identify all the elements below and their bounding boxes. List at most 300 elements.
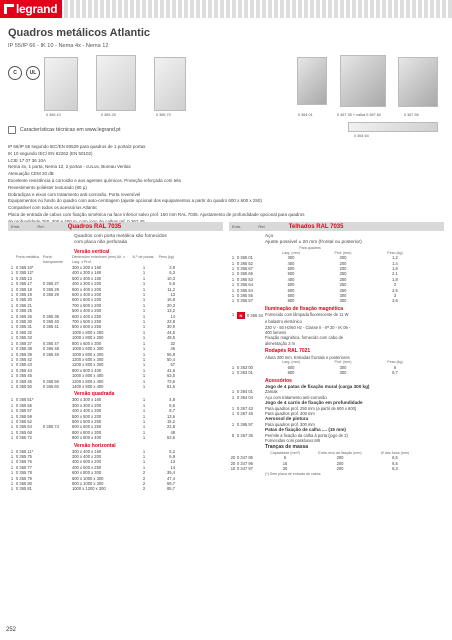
right-table-header [229, 222, 444, 231]
dimensions-cell: 1000 x 1200 x 300 [72, 486, 106, 492]
left-table-header [8, 222, 223, 231]
legrand-mark-icon [4, 4, 14, 14]
doors-cell: 2 [142, 475, 146, 481]
legrand-logo[interactable] [0, 0, 62, 18]
doors-cell: 1 [142, 367, 146, 373]
depth-cell: 300 [339, 364, 347, 370]
emb-header: Emb. [232, 224, 242, 229]
desc-cell: Para quadros prof. 250 mm (a partir de 600 x 600) [265, 405, 357, 411]
dimensions-cell: 500 x 400 x 200 [72, 286, 102, 292]
qty-cell: 1 [10, 424, 14, 430]
ref-metal-cell: 0 365 46 [16, 378, 32, 384]
ref-metal-cell: 0 365 45 [16, 373, 32, 379]
weight-cell: 3,9 [169, 265, 175, 270]
ref-metal-cell: 0 365 78 [16, 470, 32, 476]
dimensions-cell: 300 x 300 x 160 [72, 397, 102, 403]
ref-transparent-cell [43, 486, 72, 491]
ref-cell: 0 347 97 [237, 466, 253, 472]
doors-cell: 1 [142, 340, 146, 346]
weight-cell: 20,3 [167, 302, 175, 308]
plinth-title: Rodapés RAL 7021 [265, 348, 311, 355]
dimensions-cell: 600 x 800 x 300 [72, 470, 102, 476]
logo-text: legrand [16, 2, 58, 16]
dimensions-cell: 500 x 400 x 250 [72, 308, 102, 314]
weight-cell: 14 [170, 464, 175, 470]
doors-cell: 1 [142, 335, 146, 341]
weight-cell: 47,4 [167, 475, 175, 481]
qty-cell: 1 [10, 448, 14, 454]
ref-metal-cell: 0 365 10* [16, 265, 34, 270]
weight-cell: 50,4 [167, 356, 175, 362]
feature-line: Placa de entrada de cabos com fixação simétrica na face inferior salvo prof. 160 mm RAL 7035. Ajustamento de profundidade opcional para quadros [8, 211, 305, 217]
qty-cell: 1 [10, 378, 14, 384]
qty-cell: 1 [231, 287, 235, 293]
ref-transparent-cell: 0 365 49 [43, 351, 59, 357]
ref-metal-cell: 0 365 81 [16, 486, 32, 492]
weight-cell: 6 [393, 364, 397, 370]
doors-cell: 1 [142, 308, 146, 314]
vertical-col-heads [8, 255, 223, 265]
width-cell: 400 [287, 260, 295, 266]
features-heading[interactable] [8, 126, 305, 134]
doors-cell: 1 [142, 270, 146, 276]
ref-cell: 0 365 53 [237, 276, 253, 282]
info-icon [8, 126, 16, 134]
dimensions-cell: 300 x 200 x 160 [72, 265, 102, 270]
page-title: Quadros metálicos Atlantic [8, 27, 151, 39]
locks-note: (*) Sem placa de entrada de cabos [265, 471, 321, 476]
dimensions-cell: 1400 x 800 x 400 [72, 383, 104, 389]
desc-cell: Fornecidas com parafusos M6 [265, 437, 321, 443]
weight-cell: 1,8 [392, 276, 398, 282]
product-photo-0-364-01 [297, 57, 327, 105]
depth-cell: 300 [339, 293, 347, 299]
qty-cell: 1 [231, 266, 235, 271]
doors-cell: 1 [142, 464, 146, 470]
width-cell: 600 [287, 287, 295, 293]
roof-rows [229, 255, 444, 304]
dimensions-cell: 400 x 600 x 250 [72, 464, 102, 470]
roof-adjust: Ajuste possível ± 20 mm (frontal ou posterior) [265, 240, 362, 245]
depth-cell: 300 [339, 370, 347, 376]
ref-metal-cell: 0 365 11* [16, 448, 34, 454]
light-ref: 0 365 34 [247, 313, 263, 319]
roof-steel: Aço [265, 234, 274, 239]
ref-cell: 0 365 64 [237, 282, 253, 288]
ref-metal-cell: 0 365 32 [16, 329, 32, 335]
locks-col-between: Entre-eixo da fixação (mm) [318, 450, 362, 455]
new-badge: N [237, 312, 245, 319]
qty-cell: 1 [231, 260, 235, 266]
dimensions-cell: 600 x 400 x 250 [72, 313, 102, 319]
weight-cell: 11,2 [167, 286, 175, 292]
width-cell: 800 [287, 298, 295, 304]
ref-metal-cell: 0 365 75 [16, 454, 32, 459]
weight-cell: 2,1 [392, 271, 398, 277]
ref-metal-cell: 0 365 59 [16, 413, 32, 419]
ref-cell: 0 367 36 [237, 432, 253, 438]
ref-metal-cell: 0 365 68 [16, 429, 32, 435]
hole-cell: 6,5 [392, 455, 398, 461]
width-cell: 300 [287, 255, 295, 261]
qty-cell: 1 [231, 421, 235, 427]
qty-cell: 1 [10, 292, 14, 298]
qty-cell: 1 [231, 405, 235, 411]
width-cell: 600 [287, 364, 295, 370]
weight-cell: 2,5 [392, 287, 398, 293]
light-line: 230 V - 50 Hz/60 Hz - Classe II - IP 20 - IK 06 - [265, 324, 351, 330]
qty-cell: 1 [231, 255, 235, 261]
doors-cell: 1 [142, 302, 146, 308]
weight-cell: 45 [170, 346, 175, 352]
ref-cell: 0 365 54 [237, 287, 253, 293]
feature-line: Atenuação CEM 20 dB [8, 171, 54, 177]
ref-transparent-cell [43, 435, 72, 440]
dimensions-cell: 800 x 600 x 250 [72, 324, 102, 330]
lock-rows [229, 455, 444, 471]
dimensions-cell: 700 x 500 x 250 [72, 319, 102, 325]
page-subtitle: IP 55/IP 66 - IK 10 - Nema 4x - Nema 12 [8, 43, 109, 49]
accessory-title: Jogo de 4 patas de fixação mural (carga 300 kg) [265, 383, 370, 389]
light-lines [229, 319, 444, 346]
roof-col-weight: Peso (kg) [387, 250, 403, 255]
right-column [229, 231, 444, 476]
doors-cell: 1 [142, 346, 146, 352]
ref-metal-cell: 0 365 18 [16, 286, 32, 292]
weight-cell: 39,4 [167, 470, 175, 476]
cert-ul-icon: UL [26, 66, 40, 80]
qty-cell: 1 [10, 308, 14, 314]
feature-line: IP 66/IP 55 segundo IEC/EN 60529 para quadros de 1 porta/2 portas [8, 144, 146, 149]
dimensions-cell: 400 x 300 x 160 [72, 270, 102, 276]
product-photo-0-364-64 [348, 122, 438, 132]
accessory-rows [229, 384, 444, 443]
product-row [8, 486, 223, 491]
qty-cell: 1 [231, 293, 235, 299]
weight-cell: 13,2 [167, 308, 175, 314]
ref-metal-cell: 0 365 50 [16, 383, 32, 389]
depth-cell: 300 [339, 298, 347, 304]
weight-cell: 22,8 [167, 424, 175, 430]
hole-cell: 6,5 [392, 460, 398, 466]
cert-c-icon: C [8, 66, 22, 80]
roof-col-width: Larg. (mm) [282, 250, 300, 255]
weight-cell: 1,2 [392, 255, 398, 261]
qty-cell [229, 438, 237, 443]
weight-cell: 1,8 [392, 266, 398, 271]
ref-metal-cell: 0 365 31 [16, 324, 32, 330]
locks-note-row [229, 472, 444, 477]
col-head-ref1: Porta metálica [16, 255, 39, 259]
doors-cell: 1 [142, 362, 146, 368]
qty-cell: 1 [10, 402, 14, 408]
horizontal-rows [8, 449, 223, 492]
plinth-desc: Altura 200 mm. Entradas frontais e posteriores [265, 354, 350, 360]
doors-cell: 1 [142, 397, 146, 403]
weight-cell: 6,9 [169, 454, 175, 459]
weight-cell: 30,9 [167, 324, 175, 330]
right-section-title: Telhados RAL 7035 [288, 223, 344, 230]
weight-cell: 85,7 [167, 486, 175, 492]
qty-cell: 1 [10, 459, 14, 465]
weight-cell: 56,9 [167, 351, 175, 357]
qty-cell: 1 [231, 364, 235, 370]
ref-cell: 0 367 45 [237, 410, 253, 416]
depth-cell: 250 [339, 276, 347, 282]
product-row [229, 370, 444, 375]
top-bar [0, 0, 452, 18]
photo-label: 0 364 64 [354, 134, 369, 138]
dimensions-cell: 800 x 1000 x 300 [72, 481, 104, 487]
col-head-dims: Dimensões exteriores (mm) Alt. x Larg. x Prof. [72, 255, 125, 264]
depth-cell: 250 [339, 287, 347, 293]
ref-metal-cell: 0 365 42 [16, 356, 32, 362]
ref-metal-cell: 0 365 20 [16, 297, 32, 303]
weight-cell: 63,5 [167, 373, 175, 379]
doors-cell: 1 [142, 281, 146, 287]
emb-header: Emb. [11, 224, 21, 229]
qty-cell: 1 [10, 340, 14, 346]
weight-cell: 4,8 [169, 397, 175, 403]
weight-cell: 23,8 [167, 319, 175, 325]
ref-transparent-cell: 0 365 27 [43, 281, 59, 287]
weight-cell: 13 [170, 292, 175, 298]
weight-cell: 73,6 [167, 378, 175, 384]
doors-cell: 1 [142, 402, 146, 408]
ref-cell: 0 365 56 [237, 293, 253, 299]
product-photo-0-365-10 [44, 57, 78, 111]
doors-cell: 1 [142, 351, 146, 357]
qty-cell: 1 [10, 464, 14, 470]
between-cell: 200 [336, 455, 344, 461]
doors-cell: 1 [142, 459, 146, 465]
ref-transparent-cell: 0 365 47 [43, 340, 59, 346]
ref-metal-cell: 0 365 12* [16, 270, 34, 276]
qty-cell: 1 [10, 397, 14, 403]
feature-line: LCIE 17 07 36 10A [8, 157, 47, 163]
weight-cell: 67 [170, 362, 175, 368]
feature-line: Excelente resistência à corrosão e aos agentes químicos. Proteção reforçada com tela [8, 177, 181, 183]
ref-header: Ref. [37, 224, 45, 229]
ref-metal-cell: 0 365 17 [16, 281, 32, 287]
ref-metal-cell: 0 365 33 [16, 335, 32, 341]
depth-cell: 200 [339, 260, 347, 266]
desc-cell: Aço com tratamento anti-corrosão [265, 394, 327, 400]
width-cell: 800 [287, 370, 295, 376]
qty-cell: 1 [10, 481, 14, 487]
qty-cell: 1 [10, 281, 14, 287]
qty-cell: 1 [231, 282, 235, 288]
light-line: 400 lumens [265, 330, 287, 336]
qty-cell: 1 [10, 418, 14, 424]
qty-cell: 1 [10, 470, 14, 476]
qty-cell: 5 [231, 432, 235, 438]
width-cell: 600 [287, 293, 295, 299]
ref-metal-cell: 0 365 30 [16, 319, 32, 325]
desc-cell: Para quadros prof. 400 mm [265, 410, 315, 416]
doors-cell: 1 [142, 373, 146, 379]
ref-cell: 0 363 01 [237, 370, 253, 376]
width-cell: 500 [287, 266, 295, 271]
light-line: e balastro eletrónico [265, 319, 302, 325]
roof-col-depth: Prof. (mm) [334, 250, 352, 255]
doors-cell: 1 [142, 383, 146, 389]
ref-metal-cell: 0 365 25 [16, 308, 32, 314]
square-rows [8, 397, 223, 440]
qty-cell: 1 [10, 362, 14, 368]
dimensions-cell: 1000 x 800 x 250 [72, 335, 104, 341]
qty-cell: 1 [231, 394, 235, 400]
weight-cell: 3,6 [392, 298, 398, 304]
plinth-col-width: Larg. (mm) [282, 360, 300, 365]
dimensions-cell: 1200 x 800 x 400 [72, 378, 104, 384]
qty-cell: 20 [230, 455, 236, 461]
doors-cell: 2 [142, 486, 146, 492]
ref-metal-cell: 0 365 64 [16, 424, 32, 430]
qty-cell: 1 [231, 389, 235, 395]
header-stripes [64, 0, 452, 18]
weight-cell: 2 [393, 282, 397, 288]
dimensions-cell: 300 x 400 x 200 [72, 454, 102, 459]
ref-metal-cell: 0 365 79 [16, 475, 32, 481]
feature-line: Revestimento poliéster texturado (80 µ) [8, 184, 87, 190]
ref-cell: 0 365 52 [237, 260, 253, 266]
col-head-ref2: Porta transparente [43, 255, 64, 264]
doors-cell: 2 [142, 481, 146, 487]
dimensions-cell: 1000 x 800 x 400 [72, 373, 104, 379]
ref-metal-cell: 0 365 37 [16, 340, 32, 346]
accessory-row [229, 438, 444, 443]
depth-cell: 250 [339, 282, 347, 288]
vertical-title: Versão vertical [74, 249, 110, 255]
accessory-title: Jogo de 4 carris de fixação em profundidade [265, 400, 363, 406]
hole-cell: 8,3 [392, 466, 398, 472]
weight-cell: 3 [393, 293, 397, 299]
doors-cell: 1 [142, 292, 146, 298]
qty-cell: 1 [10, 346, 14, 352]
col-head-doors: N.º de portas [132, 255, 154, 259]
doors-cell: 1 [142, 424, 146, 430]
ref-metal-cell: 0 365 21 [16, 302, 32, 308]
left-section-title: Quadros RAL 7035 [67, 223, 122, 230]
photo-label: 0 365 29 [101, 113, 116, 117]
photo-label: 0 367 35 + calha 0 367 82 [337, 113, 382, 117]
weight-cell: 16,8 [167, 297, 175, 303]
weight-cell: 53,5 [167, 435, 175, 441]
ref-cell: 0 365 67 [237, 266, 253, 271]
photo-label: 0 364 01 [298, 113, 313, 117]
dimensions-cell: 1200 x 600 x 300 [72, 356, 104, 362]
weight-cell: 14 [170, 313, 175, 319]
light-qty: 1 [231, 312, 235, 318]
doors-cell: 1 [142, 429, 146, 435]
ref-metal-cell: 0 365 62 [16, 418, 32, 424]
light-line: Fixação magnética, fornecido com cabo de [265, 335, 344, 341]
weight-cell: 13 [170, 459, 175, 465]
dimensions-cell: 600 x 600 x 250 [72, 424, 102, 430]
ref-metal-cell: 0 365 77 [16, 464, 32, 470]
weight-cell: 10,3 [167, 275, 175, 281]
light-line: alimentação 3 m [265, 340, 296, 346]
qty-cell: 1 [10, 270, 14, 276]
dimensions-cell: 500 x 400 x 160 [72, 275, 102, 281]
weight-cell: 6,7 [392, 370, 398, 376]
dimensions-cell: 300 x 300 x 200 [72, 402, 102, 408]
doors-cell: 1 [142, 319, 146, 325]
photo-label: 0 365 70 [156, 113, 171, 117]
qty-cell: 1 [10, 475, 14, 481]
dimensions-cell: 400 x 400 x 200 [72, 408, 102, 414]
features-heading-text: Características técnicas em www.legrand.pt [20, 127, 121, 133]
plinth-rows [229, 365, 444, 376]
ref-transparent-cell: 0 365 56 [43, 378, 59, 384]
qty-cell: 1 [10, 383, 14, 389]
desc-cell: Para quadros prof. 300 mm [265, 421, 315, 427]
ref-header: Ref. [258, 224, 266, 229]
capacity-cell: 30 [282, 466, 288, 472]
qty-cell: 1 [10, 429, 14, 435]
qty-cell: 1 [10, 435, 14, 441]
weight-cell: 5,6 [169, 402, 175, 408]
qty-cell: 10 [230, 466, 236, 472]
ref-cell: 0 347 95 [237, 455, 253, 461]
doors-cell: 1 [142, 413, 146, 419]
weight-cell: 8,7 [169, 408, 175, 414]
ref-metal-cell: 0 365 19 [16, 292, 32, 298]
width-cell: 600 [287, 271, 295, 277]
page-number: 252 [6, 627, 17, 633]
spacer [229, 341, 237, 346]
between-cell: 200 [336, 466, 344, 472]
qty-cell: 1 [10, 302, 14, 308]
weight-cell: 48 [170, 429, 175, 435]
doors-cell: 1 [142, 313, 146, 319]
plinth-col-weight: Peso (kg) [387, 360, 403, 365]
depth-cell: 250 [339, 271, 347, 277]
dimensions-cell: 600 x 600 x 200 [72, 297, 102, 303]
qty-cell: 1 [10, 356, 14, 362]
qty-cell: 1 [231, 271, 235, 277]
weight-cell: 41,6 [167, 367, 175, 373]
weight-cell: 1,4 [392, 260, 398, 266]
qty-cell: 1 [10, 373, 14, 379]
accessory-title: Patas de fixação de calha .... (15 mm) [265, 427, 346, 433]
roof-col-for: Para quadros [299, 246, 321, 250]
ref-transparent-cell: 0 365 28 [43, 286, 59, 292]
ref-metal-cell: 0 365 39 [16, 351, 32, 357]
left-column [8, 231, 223, 492]
doors-cell: 2 [142, 470, 146, 476]
depth-cell: 200 [339, 255, 347, 261]
qty-cell: 1 [231, 370, 235, 376]
ref-transparent-cell: 0 365 41 [43, 324, 59, 330]
weight-cell: 49,5 [167, 335, 175, 341]
weight-cell: 81,6 [167, 383, 175, 389]
qty-cell: 1 [10, 265, 14, 270]
dimensions-cell: 600 x 400 x 200 [72, 292, 102, 298]
doors-cell: 1 [142, 286, 146, 292]
qty-cell: 1 [10, 319, 14, 325]
qty-cell: 1 [10, 408, 14, 414]
weight-cell: 6,3 [169, 270, 175, 276]
dimensions-cell: 300 x 400 x 160 [72, 448, 102, 454]
spacer [237, 341, 265, 346]
ref-transparent-cell: 0 365 48 [43, 346, 59, 352]
weight-cell: 15,2 [167, 418, 175, 424]
doors-cell: 1 [142, 418, 146, 424]
ref-cell [237, 438, 265, 443]
dimensions-cell: 800 x 600 x 300 [72, 340, 102, 346]
